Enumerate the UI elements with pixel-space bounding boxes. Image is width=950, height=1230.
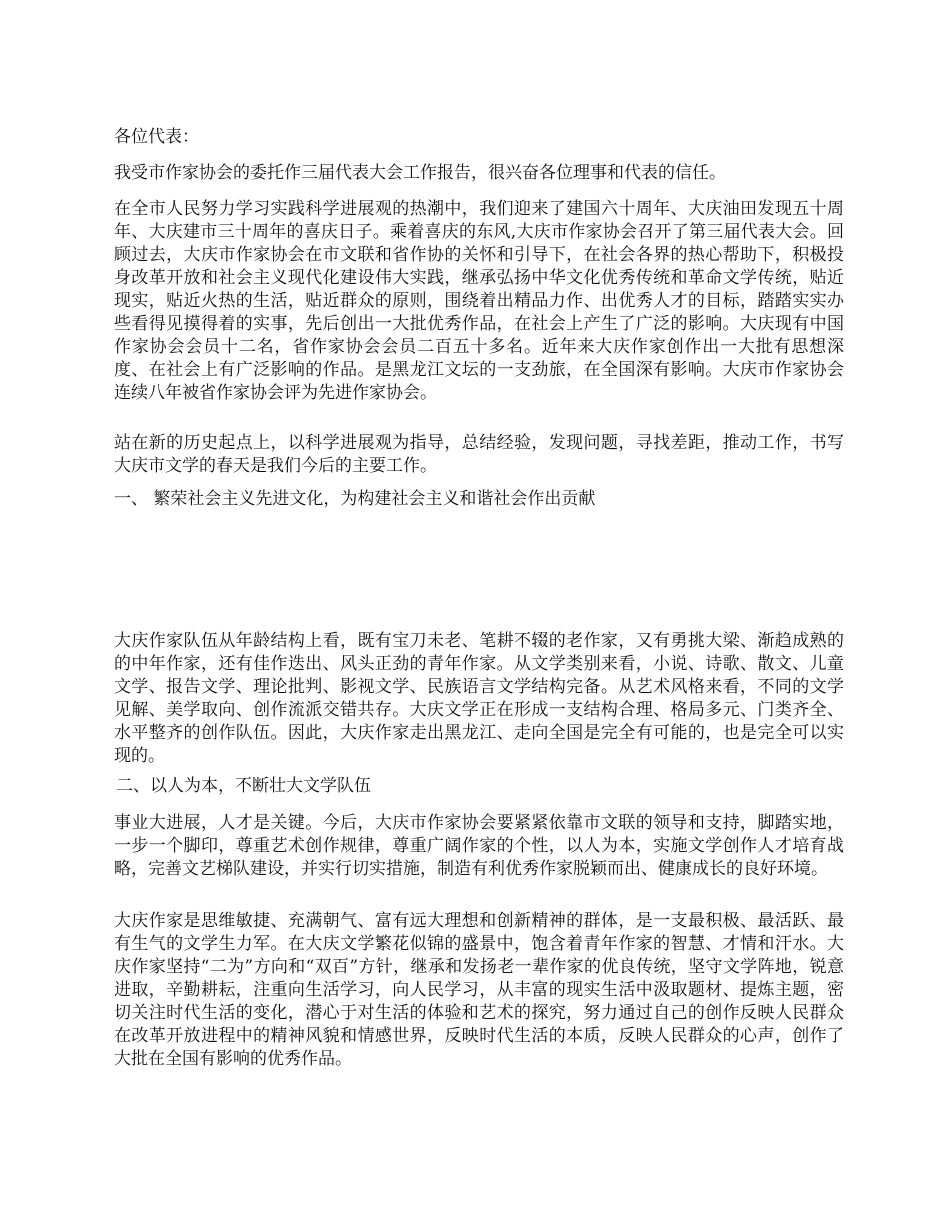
paragraph-review: 在全市人民努力学习实践科学进展观的热潮中，我们迎来了建国六十周年、大庆油田发现五十周年、大庆建市三十周年的喜庆日子。乘着喜庆的东风,大庆市作家协会召开了第三届代表大会。回顾过去，大庆市作家协会在市文联和省作协的关怀和引导下，在社会各界的热心帮助下，积极投身改革开放和社会主义现代化建设伟大实践，继承弘扬中华文化优秀传统和革命文学传统，贴近现实，贴近火热的生活，贴近群众的原则，围绕着出精品力作、出优秀人才的目标，踏踏实实办些看得见摸得着的实事，先后创出一大批优秀作品，在社会上产生了广泛的影响。大庆现有中国作家协会会员十二名，省作家协会会员二百五十多名。近年来大庆作家创作出一大批有思想深度、在社会上有广泛影响的作品。是黑龙江文坛的一支劲旅，在全国深有影响。大庆市作家协会连续八年被省作家协会评为先进作家协会。 — [114, 199, 844, 403]
salutation: 各位代表： — [114, 127, 199, 147]
paragraph-talent: 事业大进展，人才是关键。今后，大庆市作家协会要紧紧依靠市文联的领导和支持，脚踏实地，一步一个脚印，尊重艺术创作规律，尊重广阔作家的个性，以人为本，实施文学创作人才培育战略，完善文艺梯队建设，并实行切实措施，制造有利优秀作家脱颖而出、健康成长的良好环境。 — [114, 813, 844, 879]
section-heading-2: 二、以人为本，不断壮大文学队伍 — [116, 776, 371, 796]
paragraph-young-writers: 大庆作家是思维敏捷、充满朝气、富有远大理想和创新精神的群体，是一支最积极、最活跃、最有生气的文学生力军。在大庆文学繁花似锦的盛景中，饱含着青年作家的智慧、才情和汗水。大庆作家坚持“二为”方向和“双百”方针，继承和发扬老一辈作家的优良传统，坚守文学阵地，锐意进取，辛勤耕耘，注重向生活学习，向人民学习，从丰富的现实生活中汲取题材、提炼主题，密切关注时代生活的变化，潜心于对生活的体验和艺术的探究，努力通过自己的创作反映人民群众在改革开放进程中的精神风貌和情感世界，反映时代生活的本质，反映人民群众的心声，创作了大批在全国有影响的优秀作品。 — [114, 911, 844, 1069]
paragraph-writer-team: 大庆作家队伍从年龄结构上看，既有宝刀未老、笔耕不辍的老作家，又有勇挑大梁、渐趋成熟的的中年作家，还有佳作迭出、风头正劲的青年作家。从文学类别来看，小说、诗歌、散文、儿童文学、报告文学、理论批判、影视文学、民族语言文学结构完备。从艺术风格来看，不同的文学见解、美学取向、创作流派交错共存。大庆文学正在形成一支结构合理、格局多元、门类齐全、水平整齐的创作队伍。因此，大庆作家走出黑龙江、走向全国是完全有可能的，也是完全可以实现的。 — [114, 631, 844, 766]
intro-paragraph: 我受市作家协会的委托作三届代表大会工作报告，很兴奋各位理事和代表的信任。 — [114, 163, 726, 183]
section-heading-1: 一、 繁荣社会主义先进文化，为构建社会主义和谐社会作出贡献 — [114, 489, 596, 509]
paragraph-goals: 站在新的历史起点上，以科学进展观为指导，总结经验，发现问题，寻找差距，推动工作，书写大庆市文学的春天是我们今后的主要工作。 — [114, 433, 844, 476]
